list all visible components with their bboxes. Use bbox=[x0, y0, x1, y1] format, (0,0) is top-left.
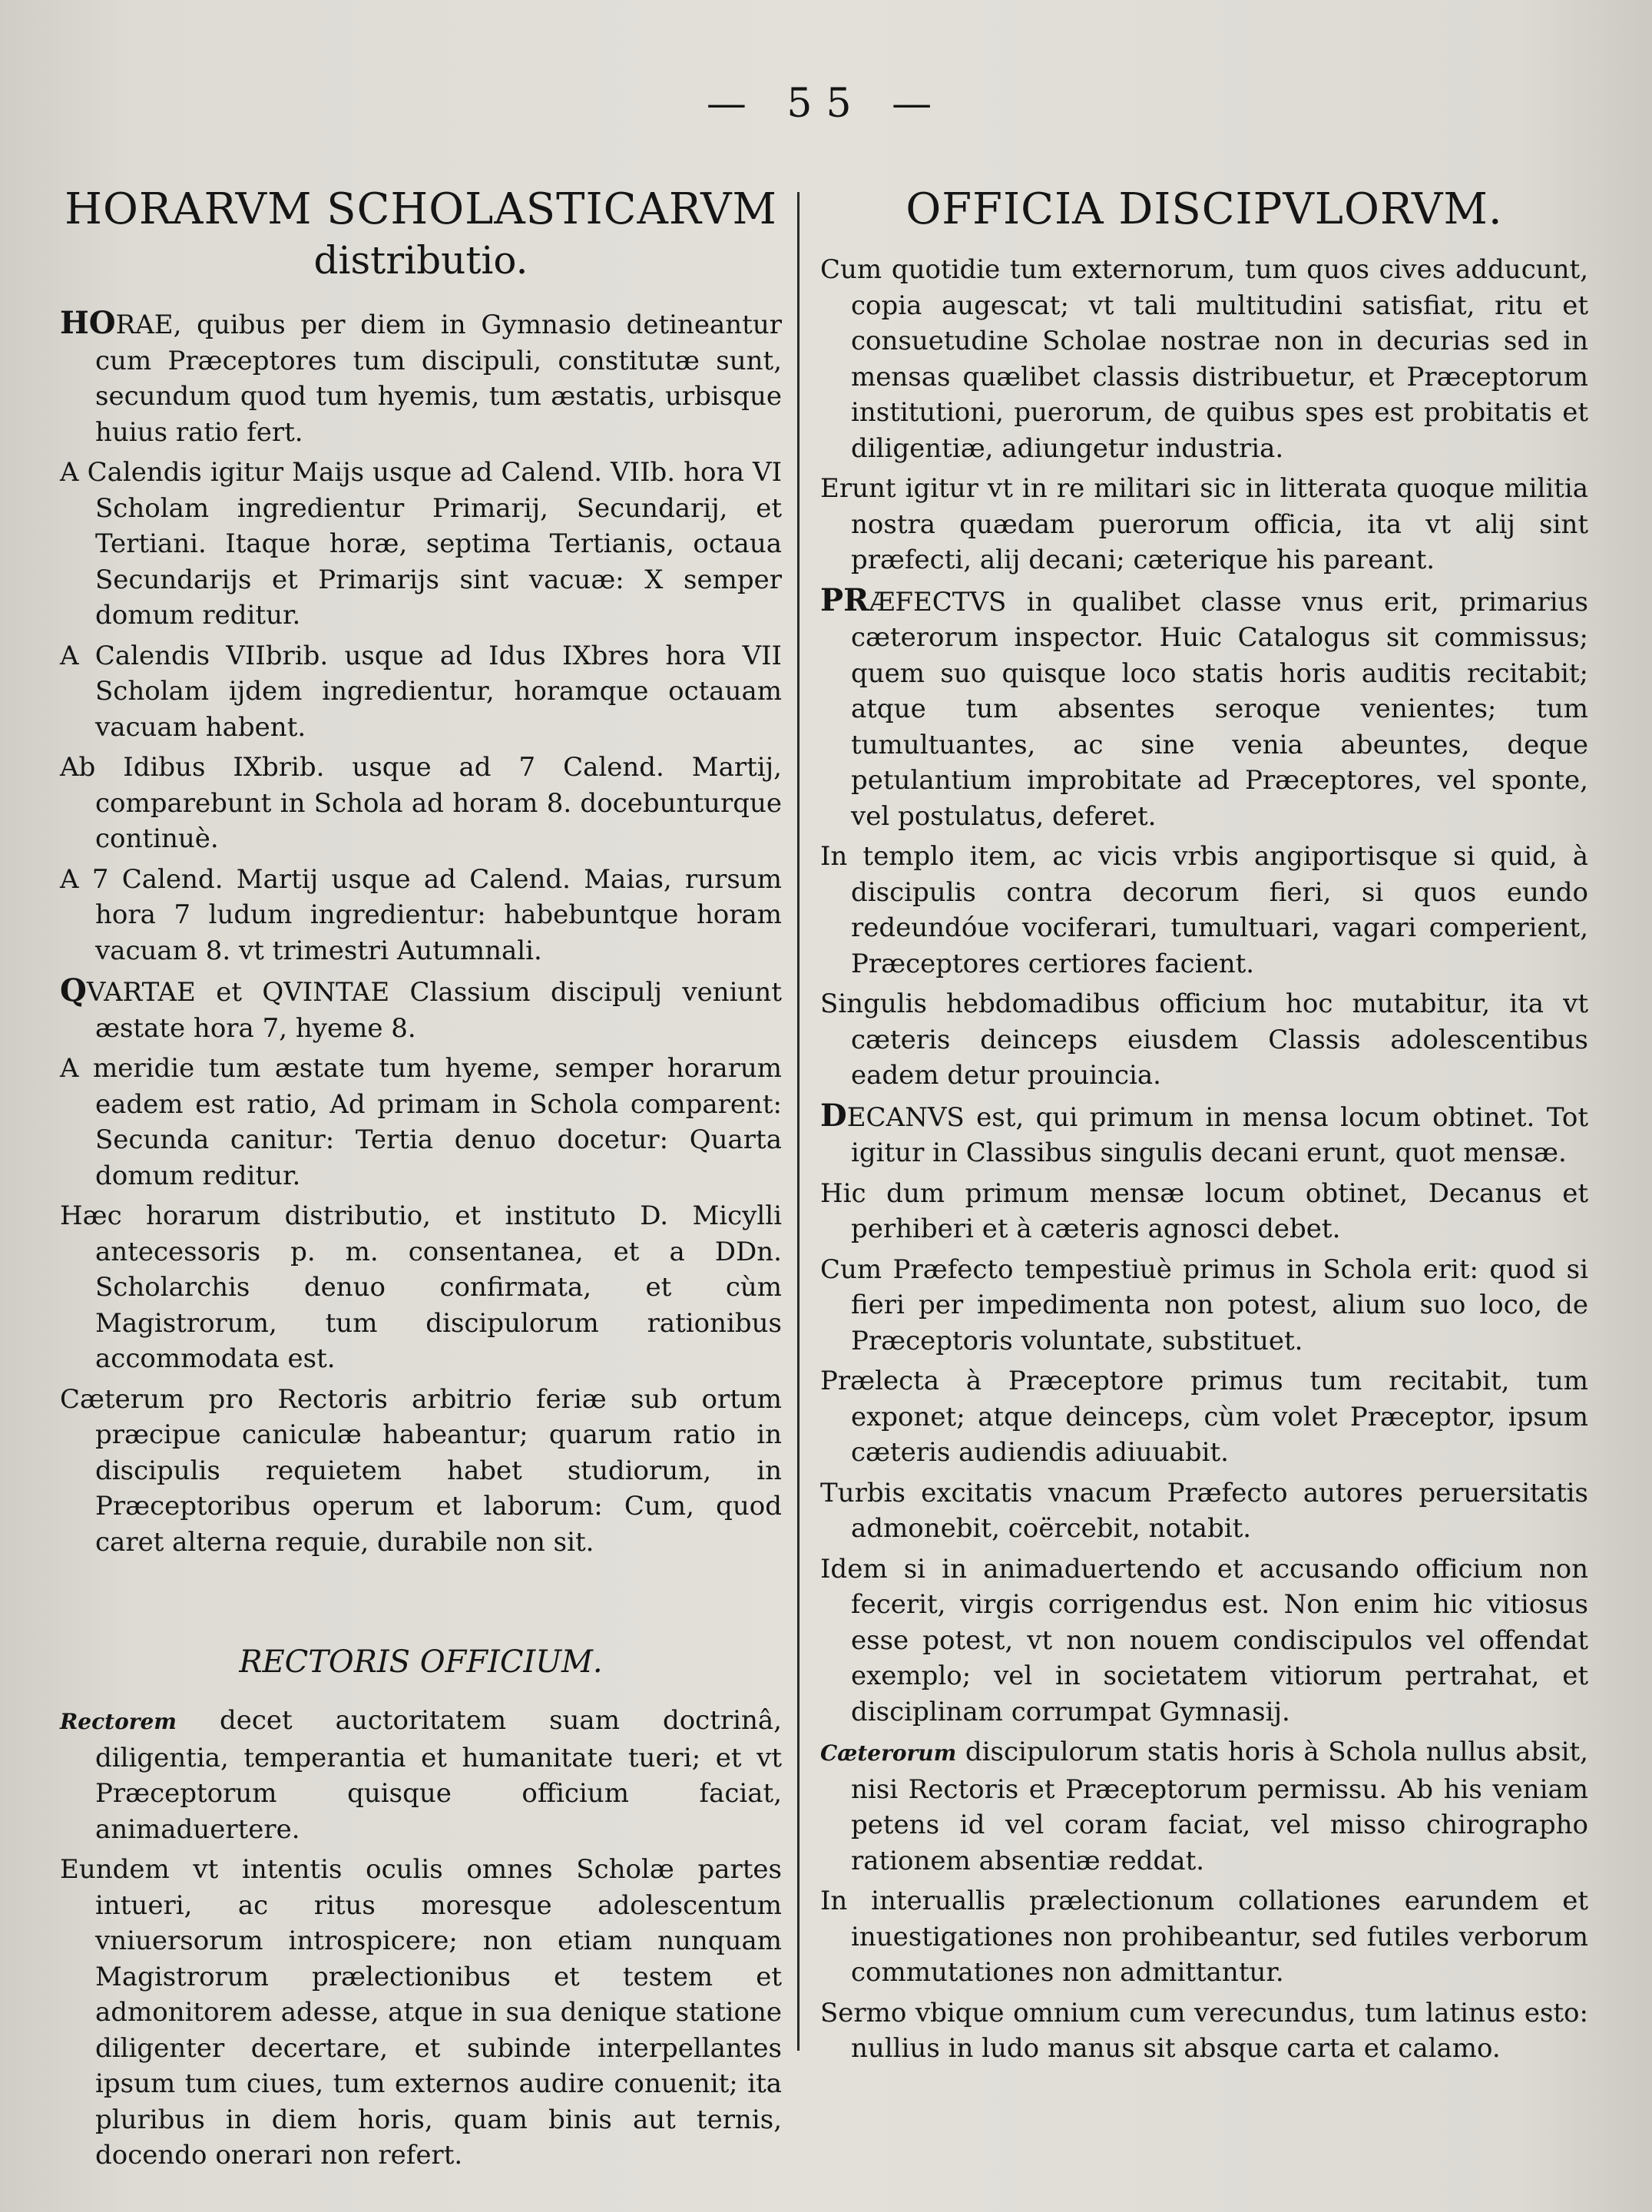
column-divider bbox=[797, 192, 800, 2051]
paragraph: Hic dum primum mensæ locum obtinet, Decanus et perhiberi et à cæteris agnosci debet. bbox=[820, 1177, 1588, 1244]
right-column bbox=[820, 177, 1588, 2071]
paragraph: Hæc horarum distributio, et instituto D. Micylli antecessoris p. m. consentanea, et a DDn. Scholarchis denuo confirmata, et cùm Magistrorum, tum discipulorum rationibus accommodata est. bbox=[60, 1200, 782, 1374]
left-column bbox=[60, 177, 782, 2178]
paragraph bbox=[60, 1703, 782, 1847]
paragraph-text: decet auctoritatem suam doctrinâ, diligentia, temperantia et humanitate tueri; et vt Præceptorum quisque officium faciat, animaduertere. bbox=[95, 1705, 782, 1845]
paragraph: In templo item, ac vicis vrbis angiportisque si quid, à discipulis contra decorum fieri, si quos eundo redeundóue vociferari, tumultuari, vagari comperient, Præceptores certiores facient. bbox=[820, 841, 1588, 979]
page-number: — 55 — bbox=[706, 81, 946, 127]
left-subtitle: distributio. bbox=[313, 238, 528, 283]
paragraph: Cum Præfecto tempestiuè primus in Schola erit: quod si fieri per impedimenta non potest, alium suo loco, de Præceptoris voluntate, substituet. bbox=[820, 1253, 1588, 1356]
paragraph: A 7 Calend. Martij usque ad Calend. Maias, rursum hora 7 ludum ingredientur: habebuntque horam vacuam 8. vt trimestri Autumnali. bbox=[60, 863, 782, 966]
paragraph bbox=[820, 583, 1588, 835]
paragraph: Erunt igitur vt in re militari sic in litterata quoque militia nostra quædam puerorum officia, ita vt alij sint præfecti, alij decani; cæterique his pareant. bbox=[820, 473, 1588, 575]
paragraph bbox=[820, 1734, 1588, 1879]
paragraph: A Calendis VIIbrib. usque ad Idus IXbres hora VII Scholam ijdem ingredientur, horamque octauam vacuam habent. bbox=[60, 640, 782, 743]
small-caps-lead: Rectorem bbox=[60, 1709, 177, 1734]
left-title: HORARVM SCHOLASTICARVM bbox=[65, 184, 777, 234]
right-title: OFFICIA DISCIPVLORVM. bbox=[905, 184, 1503, 234]
paragraph: Idem si in animaduertendo et accusando officium non fecerit, virgis corrigendus est. Non enim hic vitiosus esse potest, vt non nouem condiscipulos vel offendat exemplo; vel in societatem vitiorum pertrahat, et disciplinam corrumpat Gymnasij. bbox=[820, 1553, 1588, 1727]
paragraph: Cæterum pro Rectoris arbitrio feriæ sub ortum præcipue caniculæ habeantur; quarum ratio in discipulis requietem habet studiorum, in Præceptoribus operum et laborum: Cum, quod caret alterna requie, durabile non sit. bbox=[60, 1383, 782, 1558]
initial-letters: Q bbox=[60, 972, 87, 1008]
paragraph bbox=[820, 1098, 1588, 1171]
paragraph-text: ECANVS est, qui primum in mensa locum obtinet. Tot igitur in Classibus singulis decani erunt, quot mensæ. bbox=[846, 1101, 1588, 1168]
small-caps-lead: Cæterorum bbox=[820, 1740, 957, 1766]
paragraph-text: RAE, quibus per diem in Gymnasio detineantur cum Præceptores tum discipuli, constitutæ sunt, secundum quod tum hyemis, tum æstatis, urbisque huius ratio fert. bbox=[95, 310, 782, 448]
paragraph: Turbis excitatis vnacum Præfecto autores peruersitatis admonebit, coërcebit, notabit. bbox=[820, 1477, 1588, 1544]
paragraph: Cum quotidie tum externorum, tum quos cives adducunt, copia augescat; vt tali multitudini satisfiat, ritu et consuetudine Scholae nostrae non in decurias sed in mensas quælibet classis distribuetur, et Præceptorum institutioni, puerorum, de quibus spes est probitatis et diligentiæ, adiungetur industria. bbox=[820, 254, 1588, 464]
section-heading-rectoris: RECTORIS OFFICIUM. bbox=[239, 1644, 603, 1680]
paragraph-text: ÆFECTVS in qualibet classe vnus erit, primarius cæterorum inspector. Huic Catalogus sit commissus; quem suo quisque loco statis horis auditis recitabit; atque tum absentes seroque venientes; tum tumultuantes, ac sine venia abeuntes, deque petulantium improbitate ad Præceptores, vel sponte, vel postulatus, deferet. bbox=[851, 586, 1588, 832]
paragraph: In interuallis prælectionum collationes earundem et inuestigationes non prohibeantur, sed futiles verborum commutationes non admittantur. bbox=[820, 1886, 1588, 1988]
initial-letters: HO bbox=[60, 305, 116, 341]
paragraph-text: VARTAE et QVINTAE Classium discipulj veniunt æstate hora 7, hyeme 8. bbox=[86, 977, 782, 1044]
paragraph: A Calendis igitur Maijs usque ad Calend. VIIb. hora VI Scholam ingredientur Primarij, Secundarij, et Tertiani. Itaque horæ, septima Tertianis, octaua Secundarijs et Primarijs sint vacuæ: X semper domum reditur. bbox=[60, 457, 782, 631]
paragraph bbox=[60, 306, 782, 450]
initial-letters: PR bbox=[820, 581, 869, 618]
paragraph: Sermo vbique omnium cum verecundus, tum latinus esto: nullius in ludo manus sit absque carta et calamo. bbox=[820, 1997, 1588, 2064]
paragraph: Singulis hebdomadibus officium hoc mutabitur, ita vt cæteris deinceps eiusdem Classis adolescentibus eadem detur prouincia. bbox=[820, 988, 1588, 1091]
paragraph-text: discipulorum statis horis à Schola nullus absit, nisi Rectoris et Præceptorum permissu. Ab his veniam petens id vel coram faciat, vel misso chirographo rationem absentiæ reddat. bbox=[851, 1737, 1588, 1876]
initial-letters: D bbox=[820, 1097, 847, 1134]
paragraph: Ab Idibus IXbrib. usque ad 7 Calend. Martij, comparebunt in Schola ad horam 8. docebunturque continuè. bbox=[60, 752, 782, 854]
paragraph: A meridie tum æstate tum hyeme, semper horarum eadem est ratio, Ad primam in Schola comparent: Secunda canitur: Tertia denuo docetur: Quarta domum reditur. bbox=[60, 1053, 782, 1191]
paragraph bbox=[60, 973, 782, 1046]
paragraph: Eundem vt intentis oculis omnes Scholæ partes intueri, ac ritus moresque adolescentum vniuersorum introspicere; non etiam nunquam Magistrorum prælectionibus et testem et admonitorem adesse, atque in sua denique statione diligenter decertare, et subinde interpellantes ipsum tum ciues, tum externos audire conuenit; ita pluribus in diem horis, quam binis aut ternis, docendo onerari non refert. bbox=[60, 1854, 782, 2171]
paragraph: Prælecta à Præceptore primus tum recitabit, tum exponet; atque deinceps, cùm volet Præceptor, ipsum cæteris audiendis adiuuabit. bbox=[820, 1366, 1588, 1468]
